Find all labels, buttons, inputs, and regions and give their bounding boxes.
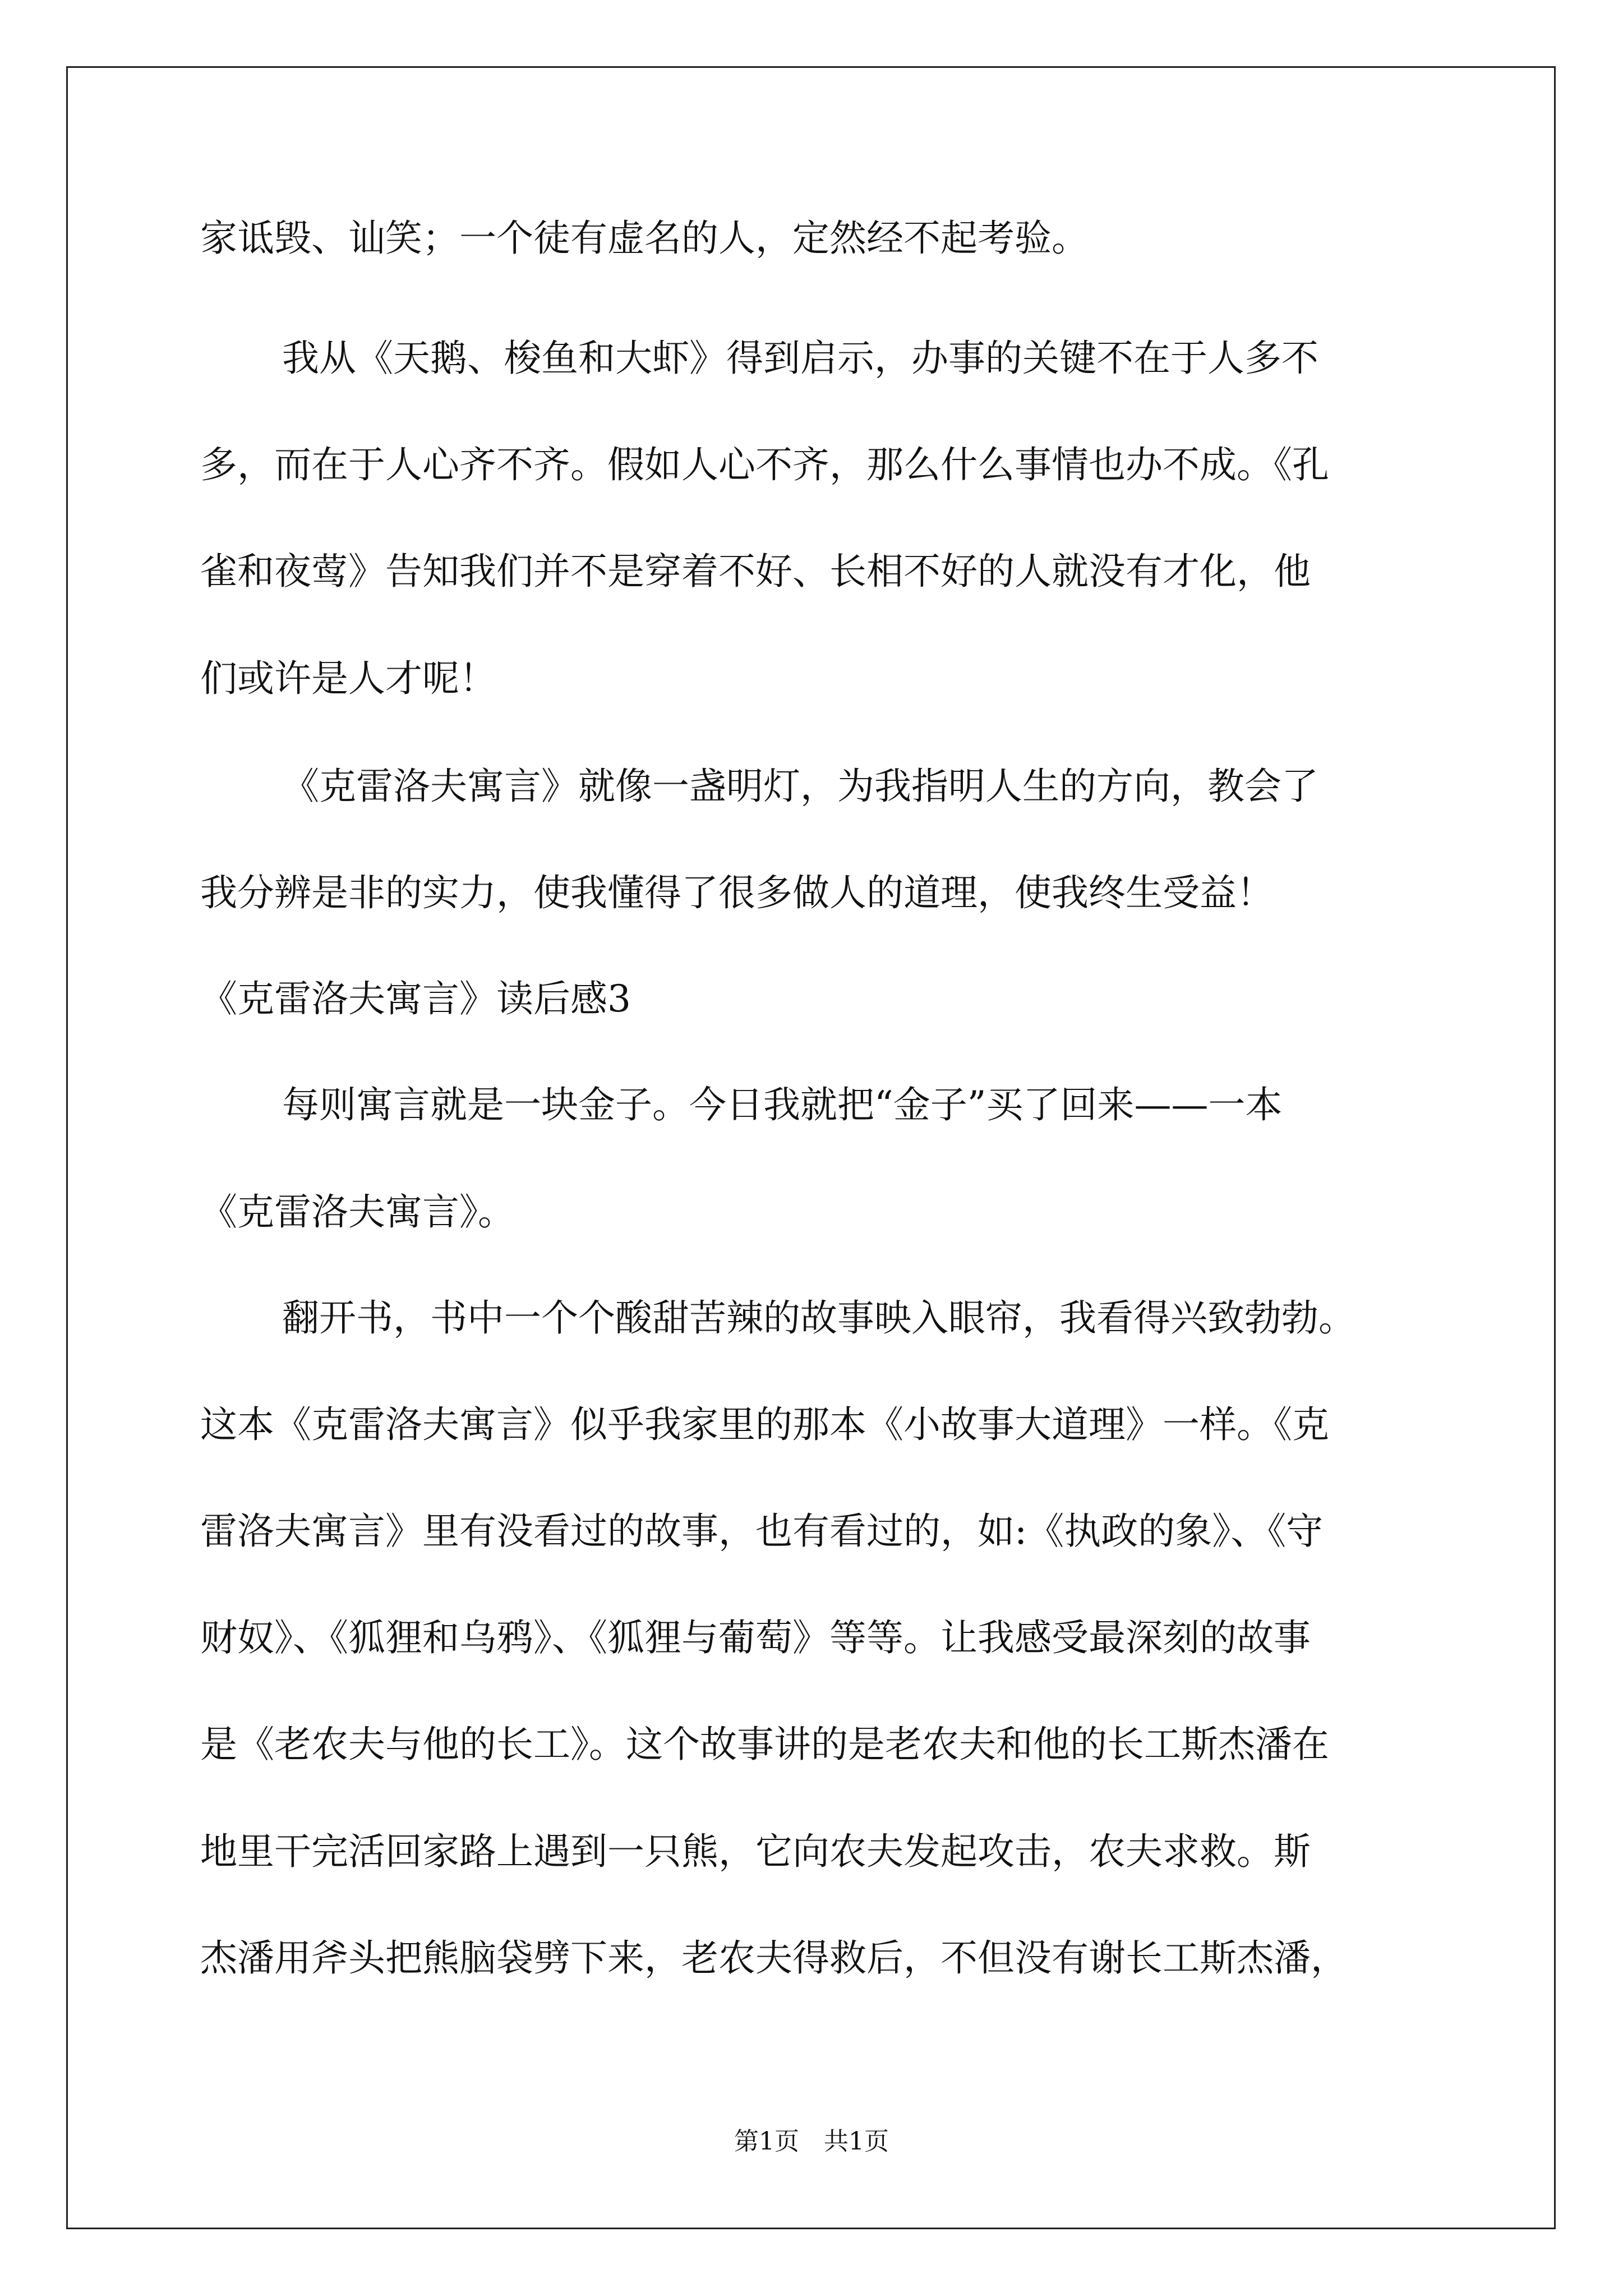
page-border — [66, 66, 1556, 2229]
text-line-11: 翻开书，书中一个个酸甜苦辣的故事映入眼帘，我看得兴致勃勃。 — [282, 1296, 1355, 1340]
text-line-17: 杰潘用斧头把熊脑袋劈下来，老农夫得救后，不但没有谢长工斯杰潘， — [200, 1936, 1348, 1980]
section-heading: 《克雷洛夫寓言》读后感3 — [200, 977, 631, 1020]
page-number: 第1页 — [734, 2127, 799, 2156]
text-line-16: 地里干完活回家路上遇到一只熊，它向农夫发起攻击，农夫求救。斯 — [200, 1830, 1311, 1873]
text-line-15: 是《老农夫与他的长工》。这个故事讲的是老农夫和他的长工斯杰潘在 — [200, 1723, 1329, 1766]
text-line-13: 雷洛夫寓言》里有没看过的故事，也有看过的，如:《执政的象》、《守 — [200, 1510, 1324, 1553]
text-line-2: 我从《天鹅、梭鱼和大虾》得到启示，办事的关键不在于人多不 — [282, 337, 1318, 380]
text-line-4: 雀和夜莺》告知我们并不是穿着不好、长相不好的人就没有才化，他 — [200, 550, 1311, 593]
text-line-6: 《克雷洛夫寓言》就像一盏明灯，为我指明人生的方向，教会了 — [282, 765, 1318, 808]
text-line-7: 我分辨是非的实力，使我懂得了很多做人的道理，使我终生受益！ — [200, 871, 1274, 914]
text-line-12: 这本《克雷洛夫寓言》似乎我家里的那本《小故事大道理》一样。《克 — [200, 1403, 1329, 1446]
page-total: 共1页 — [824, 2127, 889, 2156]
text-line-1: 家诋毁、讪笑；一个徒有虚名的人，定然经不起考验。 — [200, 217, 1089, 260]
text-line-3: 多，而在于人心齐不齐。假如人心不齐，那么什么事情也办不成。《孔 — [200, 443, 1329, 486]
text-line-5: 们或许是人才呢！ — [200, 657, 496, 700]
text-line-10: 《克雷洛夫寓言》。 — [200, 1190, 515, 1234]
page-footer — [0, 2126, 1623, 2157]
text-line-14: 财奴》、《狐狸和乌鸦》、《狐狸与葡萄》等等。让我感受最深刻的故事 — [200, 1616, 1311, 1659]
text-line-9: 每则寓言就是一块金子。今日我就把“金子”买了回来——一本 — [282, 1083, 1283, 1126]
